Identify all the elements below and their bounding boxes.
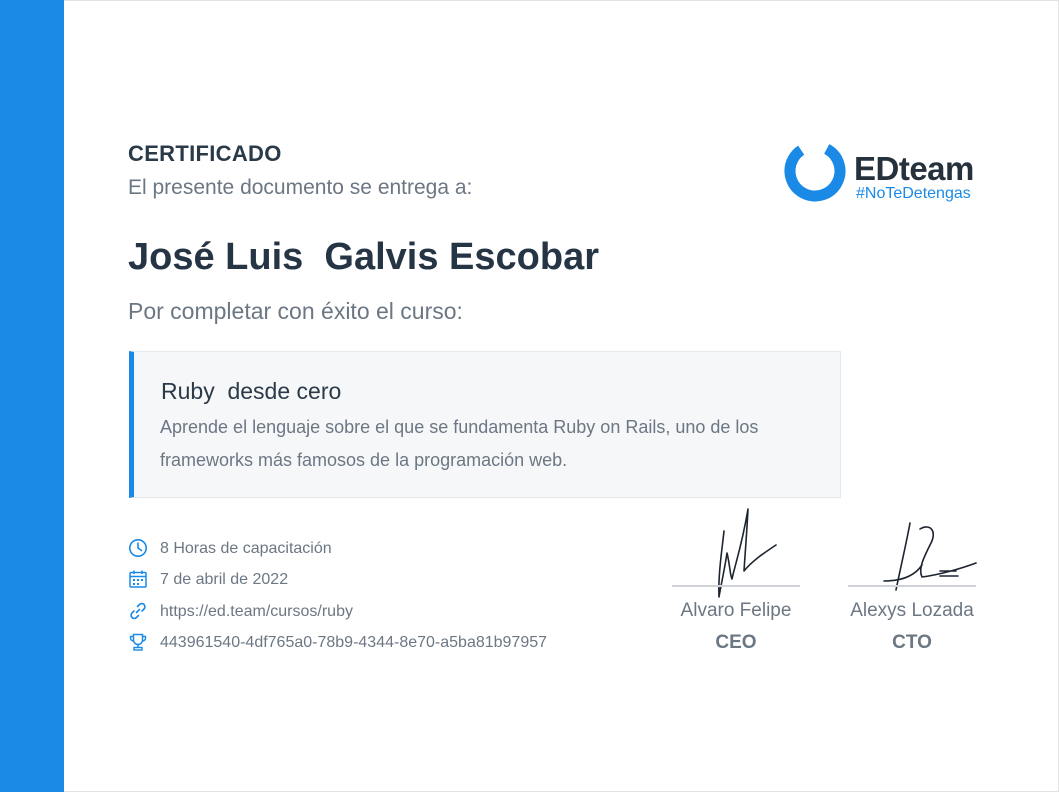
accent-side-bar [0, 0, 64, 792]
clock-icon [128, 538, 148, 558]
course-url[interactable]: https://ed.team/cursos/ruby [160, 603, 353, 620]
calendar-icon [128, 569, 148, 589]
date-text: 7 de abril de 2022 [160, 571, 289, 588]
course-description: Aprende el lenguaje sobre el que se fundamenta Ruby on Rails, uno de los frameworks más famosos de la programación web. [160, 417, 759, 470]
completion-text: Por completar con éxito el curso: [128, 298, 463, 324]
presented-to-text: El presente documento se entrega a: [128, 176, 473, 199]
certificate-id: 443961540-4df765a0-78b9-4344-8e70-a5ba81b97957 [160, 634, 548, 651]
signature-ceo [672, 505, 812, 665]
link-icon [128, 601, 148, 621]
course-card [129, 351, 841, 498]
course-title: Ruby desde cero [161, 378, 342, 404]
student-name: José Luis Galvis Escobar [128, 236, 599, 278]
signature-cto [848, 505, 988, 665]
certificate-heading: CERTIFICADO [128, 141, 282, 166]
brand-name: EDteam [854, 150, 974, 187]
logo-ring-icon [782, 138, 848, 204]
hours-text: 8 Horas de capacitación [160, 540, 332, 557]
cto-signature-icon [848, 505, 983, 605]
ceo-role: CEO [715, 632, 757, 653]
cto-role: CTO [892, 632, 932, 653]
cto-signature-line [848, 585, 976, 587]
brand-tagline: #NoTeDetengas [856, 185, 971, 202]
cto-name: Alexys Lozada [850, 600, 974, 621]
edteam-logo [782, 138, 992, 208]
ceo-signature-icon [672, 505, 802, 605]
ceo-signature-line [672, 585, 800, 587]
trophy-icon [128, 632, 148, 652]
ceo-name: Alvaro Felipe [680, 600, 792, 621]
